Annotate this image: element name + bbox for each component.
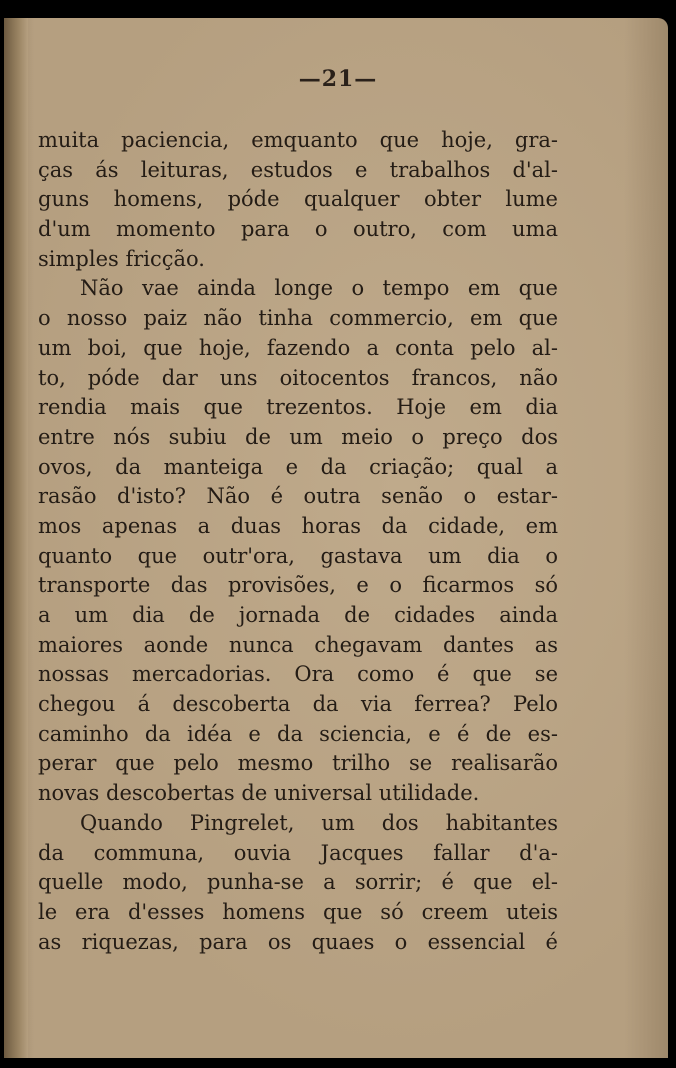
text-line: o nosso paiz não tinha commercio, em que (38, 306, 558, 331)
text-line: um boi, que hoje, fazendo a conta pelo al- (38, 335, 558, 360)
text-line: quelle modo, punha-se a sorrir; é que el- (38, 870, 558, 895)
text-line: quanto que outr'ora, gastava um dia o (38, 543, 558, 568)
text-line: a um dia de jornada de cidades ainda (38, 603, 558, 627)
text-line: simples fricção. (38, 246, 205, 271)
text-line: novas descobertas de universal utilidade. (38, 781, 480, 806)
text-line: ças ás leituras, estudos e trabalhos d'al- (38, 157, 558, 182)
text-line: to, póde dar uns oitocentos francos, não (38, 365, 558, 390)
text-line: chegou á descoberta da via ferrea? Pelo (38, 692, 558, 717)
text-line: guns homens, póde qualquer obter lume (38, 187, 558, 212)
text-line: transporte das provisões, e o ficarmos só (38, 573, 558, 598)
text-line: da communa, ouvia Jacques fallar d'a- (38, 840, 558, 865)
text-line: perar que pelo mesmo trilho se realisarão (38, 751, 558, 776)
text-line: maiores aonde nunca chegavam dantes as (38, 632, 558, 657)
page-number: —21— (298, 66, 378, 92)
text-line: ovos, da manteiga e da criação; qual a (38, 454, 558, 479)
text-line: rasão d'isto? Não é outra senão o estar- (38, 484, 558, 509)
text-line: d'um momento para o outro, com uma (38, 217, 558, 242)
book-gutter (4, 18, 28, 1058)
text-line: le era d'esses homens que só creem uteis (38, 899, 558, 924)
text-line: mos apenas a duas horas da cidade, em (38, 513, 558, 538)
body-text (38, 126, 558, 957)
text-line: entre nós subiu de um meio o preço dos (38, 424, 558, 449)
text-line: Não vae ainda longe o tempo em que (80, 276, 558, 301)
text-line: nossas mercadorias. Ora como é que se (38, 662, 558, 687)
text-line: muita paciencia, emquanto que hoje, gra- (38, 128, 558, 152)
text-line: Quando Pingrelet, um dos habitantes (80, 810, 558, 835)
text-line: caminho da idéa e da sciencia, e é de es- (38, 721, 558, 746)
text-line: rendia mais que trezentos. Hoje em dia (38, 395, 558, 420)
text-line: as riquezas, para os quaes o essencial é (38, 929, 558, 954)
